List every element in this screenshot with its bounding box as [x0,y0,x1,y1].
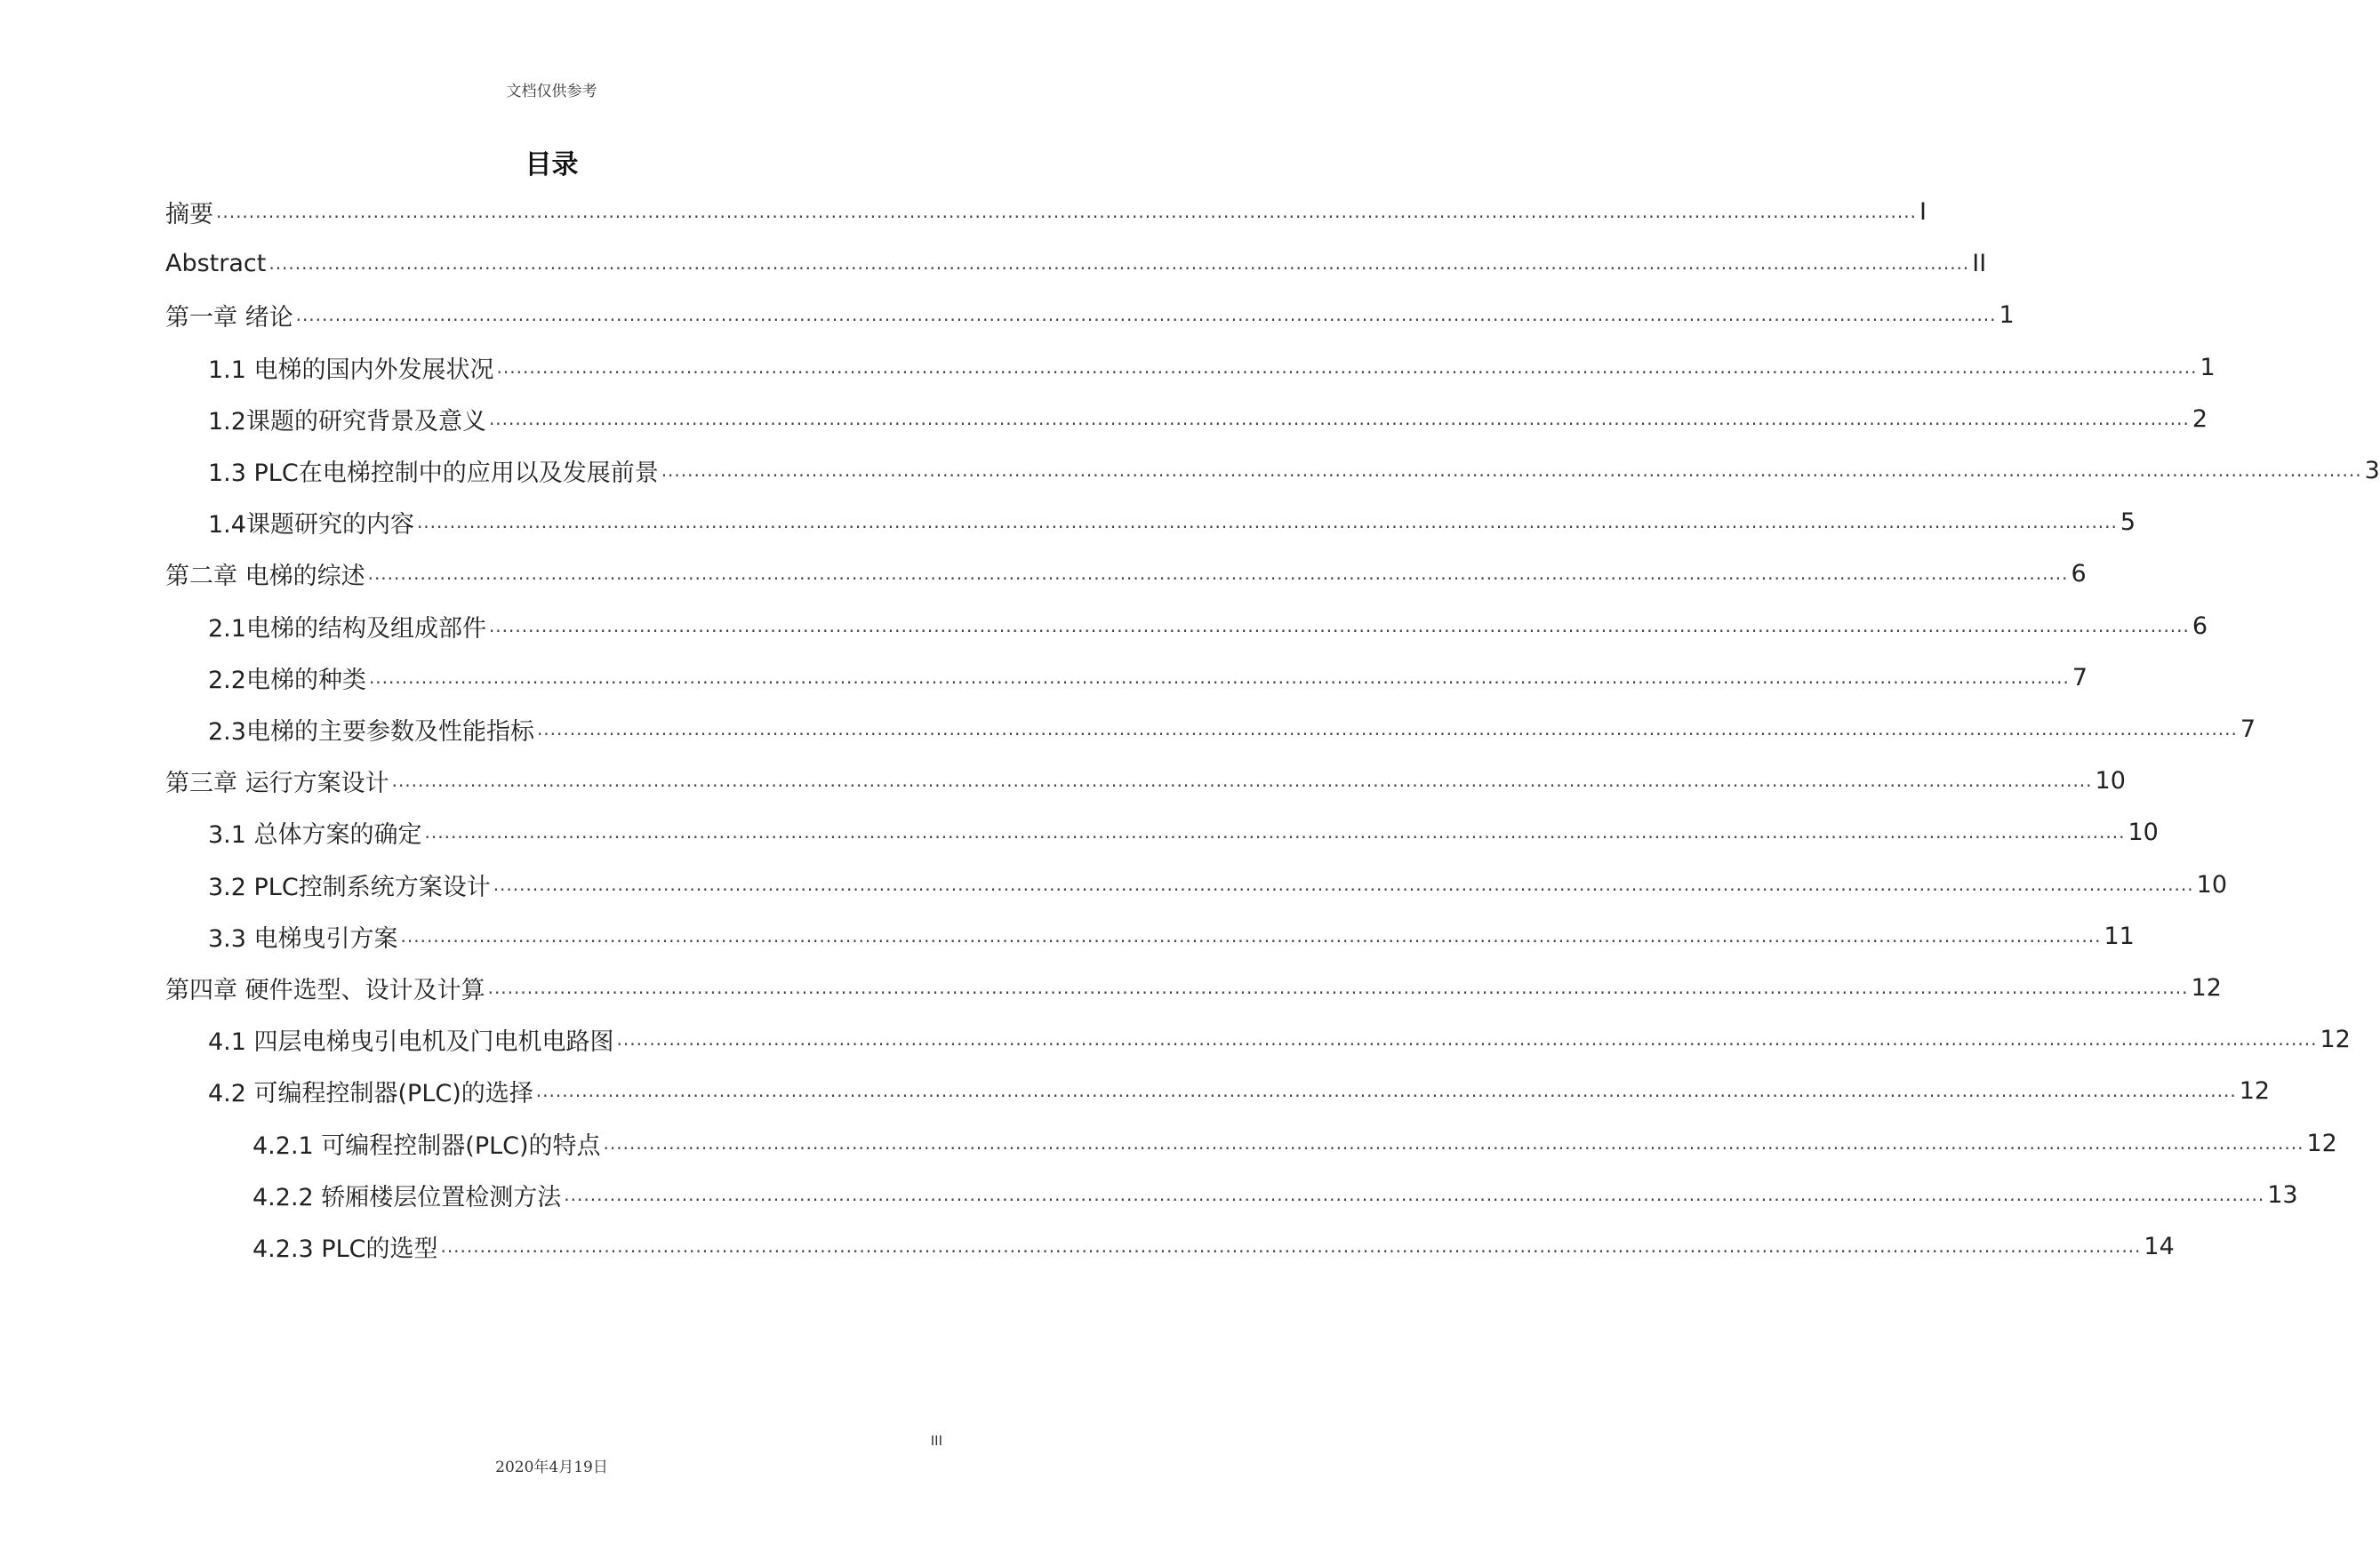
toc-entry-page: 3 [2364,456,2380,484]
toc-entry[interactable] [208,451,2380,490]
toc-entry-text: 2.2电梯的种类 [208,666,366,694]
toc-leader-dots: .................................................................................................................................................................................................................................................................... [496,356,2198,378]
toc-entry[interactable] [208,502,2136,541]
toc-entry-text: 2.1电梯的结构及组成部件 [208,614,486,643]
toc-entry-text: 第二章 电梯的综述 [165,562,365,590]
toc-leader-dots: .................................................................................................................................................................................................................................................................... [616,1028,2318,1050]
toc-entry[interactable] [208,812,2159,851]
toc-entry-page: I [1919,197,1927,226]
toc-entry-text: 4.2 可编程控制器(PLC)的选择 [208,1079,533,1107]
toc-entry-text: 4.2.2 轿厢楼层位置检测方法 [252,1183,562,1211]
toc-entry-text: 第三章 运行方案设计 [165,769,389,797]
toc-entry-text: 3.1 总体方案的确定 [208,820,422,849]
toc-title: 目录 [525,149,579,180]
toc-entry-text: 3.2 PLC控制系统方案设计 [208,873,491,901]
toc-leader-dots: .................................................................................................................................................................................................................................................................... [661,460,2362,481]
toc-leader-dots: .................................................................................................................................................................................................................................................................... [400,925,2102,947]
toc-entry[interactable] [208,865,2227,904]
toc-leader-dots: .................................................................................................................................................................................................................................................................... [216,201,1917,222]
toc-entry-text: 2.3电梯的主要参数及性能指标 [208,717,534,746]
page-number: III [930,1433,942,1449]
toc-entry-page: 6 [2192,612,2208,640]
toc-entry-page: 12 [2191,973,2222,1002]
toc-leader-dots: .................................................................................................................................................................................................................................................................... [416,511,2118,532]
toc-entry-text: 第四章 硬件选型、设计及计算 [165,976,485,1004]
toc-entry[interactable] [208,1071,2271,1110]
toc-entry[interactable] [252,1175,2298,1214]
toc-leader-dots: .................................................................................................................................................................................................................................................................... [603,1132,2304,1154]
toc-leader-dots: .................................................................................................................................................................................................................................................................... [424,821,2126,843]
toc-entry[interactable] [165,554,2087,593]
toc-entry[interactable] [165,295,2015,334]
toc-entry-text: 1.2课题的研究背景及意义 [208,407,486,436]
toc-entry[interactable] [165,192,1927,231]
toc-entry-page: 1 [2200,353,2216,381]
toc-entry[interactable] [165,761,2126,800]
toc-entry[interactable] [208,1019,2351,1059]
toc-entry[interactable] [208,709,2256,748]
toc-entry-page: 2 [2192,404,2208,433]
toc-leader-dots: .................................................................................................................................................................................................................................................................... [535,1080,2237,1101]
toc-entry-page: 6 [2071,559,2087,588]
toc-leader-dots: .................................................................................................................................................................................................................................................................... [564,1184,2265,1205]
toc-entry-text: 1.4课题研究的内容 [208,510,414,539]
toc-entry-page: 7 [2071,663,2088,692]
toc-leader-dots: .................................................................................................................................................................................................................................................................... [367,563,2069,584]
toc-entry-page: 13 [2267,1180,2298,1209]
toc-leader-dots: .................................................................................................................................................................................................................................................................... [391,770,2093,791]
toc-leader-dots: .................................................................................................................................................................................................................................................................... [536,718,2238,740]
toc-leader-dots: .................................................................................................................................................................................................................................................................... [488,615,2190,636]
toc-entry-page: 7 [2240,715,2256,743]
toc-entry-page: 5 [2120,508,2136,536]
toc-entry-text: Abstract [165,249,267,277]
toc-entry-text: 1.3 PLC在电梯控制中的应用以及发展前景 [208,459,659,487]
toc-leader-dots: .................................................................................................................................................................................................................................................................... [487,977,2189,998]
header-note: 文档仅供参考 [506,83,597,100]
toc-entry-page: 14 [2144,1232,2175,1260]
toc-leader-dots: .................................................................................................................................................................................................................................................................... [295,304,1997,325]
toc-leader-dots: .................................................................................................................................................................................................................................................................... [268,252,1970,274]
toc-entry[interactable] [208,658,2088,697]
toc-entry-page: 12 [2320,1025,2351,1053]
toc-entry[interactable] [208,348,2216,387]
toc-entry[interactable] [165,244,1987,283]
toc-entry-page: 1 [1999,300,2015,329]
toc-entry-text: 1.1 电梯的国内外发展状况 [208,356,494,384]
toc-entry[interactable] [208,399,2208,438]
toc-entry-text: 4.2.3 PLC的选型 [252,1235,438,1263]
footer-date: 2020年4月19日 [495,1459,608,1476]
toc-entry-page: 12 [2306,1129,2337,1157]
toc-entry-text: 3.3 电梯曳引方案 [208,924,398,953]
toc-entry-text: 摘要 [165,200,213,228]
toc-entry-page: 10 [2128,818,2159,846]
toc-leader-dots: .................................................................................................................................................................................................................................................................... [493,874,2194,895]
toc-entry[interactable] [252,1123,2337,1163]
toc-entry[interactable] [208,916,2135,955]
toc-entry-page: 10 [2095,766,2126,795]
toc-entry[interactable] [252,1227,2175,1266]
toc-entry-text: 第一章 绪论 [165,303,293,332]
toc-leader-dots: .................................................................................................................................................................................................................................................................... [368,667,2070,688]
toc-entry-page: 10 [2196,870,2227,899]
toc-entry-text: 4.2.1 可编程控制器(PLC)的特点 [252,1131,601,1160]
toc-entry-text: 4.1 四层电梯曳引电机及门电机电路图 [208,1027,614,1056]
toc-entry-page: 12 [2239,1076,2271,1105]
toc-entry[interactable] [208,606,2208,645]
toc-leader-dots: .................................................................................................................................................................................................................................................................... [488,408,2190,429]
toc-leader-dots: .................................................................................................................................................................................................................................................................... [440,1235,2142,1257]
toc-entry-page: II [1972,249,1987,277]
toc-entry[interactable] [165,968,2222,1007]
toc-entry-page: 11 [2104,922,2135,950]
